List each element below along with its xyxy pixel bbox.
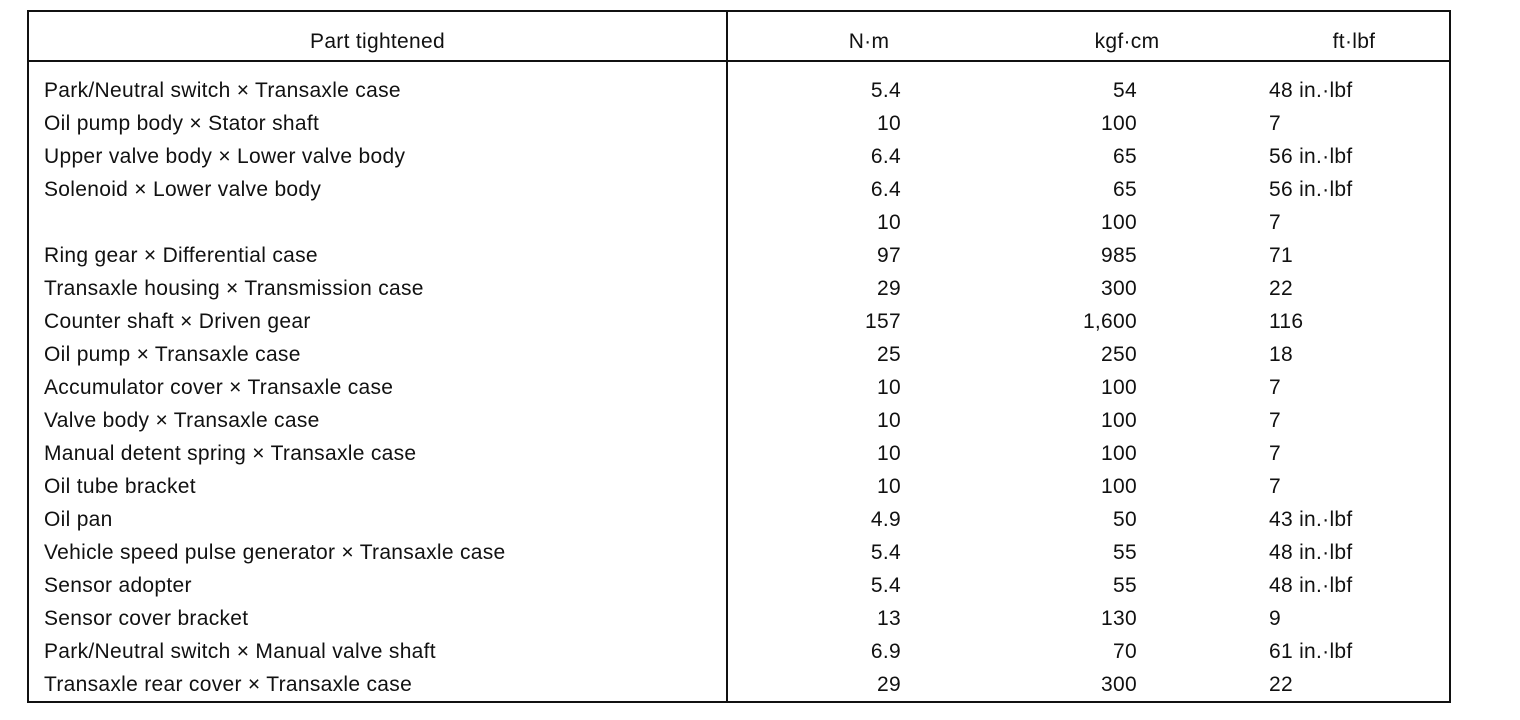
kgfcm-cell: 100	[1101, 409, 1137, 432]
ftlbf-cell: 18	[1269, 343, 1293, 366]
table-row	[29, 404, 1449, 437]
kgfcm-cell: 55	[1113, 541, 1137, 564]
part-cell: Park/Neutral switch × Manual valve shaft	[44, 640, 436, 663]
table-row	[29, 206, 1449, 239]
kgfcm-cell: 50	[1113, 508, 1137, 531]
table-row	[29, 503, 1449, 536]
table-row	[29, 107, 1449, 140]
kgfcm-cell: 985	[1101, 244, 1137, 267]
table-row	[29, 635, 1449, 668]
table-row	[29, 602, 1449, 635]
part-cell: Accumulator cover × Transaxle case	[44, 376, 394, 399]
ftlbf-cell: 7	[1269, 409, 1281, 432]
nm-cell: 5.4	[870, 541, 901, 564]
nm-cell: 10	[877, 442, 901, 465]
table-row	[29, 371, 1449, 404]
nm-cell: 13	[877, 607, 901, 630]
table-row	[29, 305, 1449, 338]
kgfcm-cell: 100	[1101, 442, 1137, 465]
ftlbf-cell: 48 in.·lbf	[1269, 541, 1353, 564]
ftlbf-cell: 7	[1269, 376, 1281, 399]
ftlbf-cell: 7	[1269, 475, 1281, 498]
header-part-tightened: Part tightened	[310, 30, 445, 53]
ftlbf-cell: 7	[1269, 112, 1281, 135]
part-cell: Oil tube bracket	[44, 475, 196, 498]
table-row	[29, 470, 1449, 503]
table-body	[29, 74, 1449, 701]
part-cell: Solenoid × Lower valve body	[44, 178, 322, 201]
part-cell: Transaxle housing × Transmission case	[44, 277, 424, 300]
ftlbf-cell: 71	[1269, 244, 1293, 267]
nm-cell: 5.4	[870, 79, 901, 102]
kgfcm-cell: 1,600	[1082, 310, 1137, 333]
kgfcm-cell: 130	[1101, 607, 1137, 630]
ftlbf-cell: 48 in.·lbf	[1269, 574, 1353, 597]
ftlbf-cell: 61 in.·lbf	[1269, 640, 1353, 663]
ftlbf-cell: 9	[1269, 607, 1281, 630]
part-cell: Park/Neutral switch × Transaxle case	[44, 79, 401, 102]
ftlbf-cell: 43 in.·lbf	[1269, 508, 1353, 531]
kgfcm-cell: 300	[1101, 673, 1137, 696]
part-cell: Ring gear × Differential case	[44, 244, 318, 267]
part-cell: Vehicle speed pulse generator × Transaxle case	[44, 541, 506, 564]
ftlbf-cell: 116	[1269, 310, 1304, 333]
part-cell: Oil pump × Transaxle case	[44, 343, 301, 366]
part-cell: Valve body × Transaxle case	[44, 409, 320, 432]
kgfcm-cell: 300	[1101, 277, 1137, 300]
table-row	[29, 173, 1449, 206]
kgfcm-cell: 100	[1101, 112, 1137, 135]
kgfcm-cell: 65	[1113, 145, 1137, 168]
nm-cell: 10	[877, 211, 901, 234]
kgfcm-cell: 250	[1101, 343, 1137, 366]
nm-cell: 10	[877, 475, 901, 498]
nm-cell: 157	[865, 310, 901, 333]
header-nm: N·m	[848, 30, 890, 53]
part-cell: Oil pan	[44, 508, 113, 531]
nm-cell: 25	[877, 343, 901, 366]
nm-cell: 29	[877, 277, 901, 300]
table-row	[29, 668, 1449, 701]
kgfcm-cell: 100	[1101, 211, 1137, 234]
ftlbf-cell: 22	[1269, 673, 1293, 696]
ftlbf-cell: 7	[1269, 442, 1281, 465]
table-row	[29, 437, 1449, 470]
ftlbf-cell: 22	[1269, 277, 1293, 300]
part-cell: Sensor cover bracket	[44, 607, 249, 630]
nm-cell: 29	[877, 673, 901, 696]
kgfcm-cell: 54	[1113, 79, 1137, 102]
ftlbf-cell: 56 in.·lbf	[1269, 178, 1353, 201]
nm-cell: 5.4	[870, 574, 901, 597]
header-kgfcm: kgf·cm	[1094, 30, 1160, 53]
table-row	[29, 338, 1449, 371]
part-cell: Sensor adopter	[44, 574, 192, 597]
nm-cell: 10	[877, 409, 901, 432]
ftlbf-cell: 56 in.·lbf	[1269, 145, 1353, 168]
kgfcm-cell: 65	[1113, 178, 1137, 201]
table-row	[29, 239, 1449, 272]
kgfcm-cell: 100	[1101, 376, 1137, 399]
nm-cell: 4.9	[870, 508, 901, 531]
part-cell: Upper valve body × Lower valve body	[44, 145, 406, 168]
table-row	[29, 569, 1449, 602]
nm-cell: 10	[877, 112, 901, 135]
nm-cell: 10	[877, 376, 901, 399]
part-cell: Counter shaft × Driven gear	[44, 310, 311, 333]
kgfcm-cell: 55	[1113, 574, 1137, 597]
part-cell: Oil pump body × Stator shaft	[44, 112, 320, 135]
header-ftlbf: ft·lbf	[1332, 30, 1376, 53]
kgfcm-cell: 100	[1101, 475, 1137, 498]
part-cell: Manual detent spring × Transaxle case	[44, 442, 417, 465]
table-row	[29, 536, 1449, 569]
ftlbf-cell: 7	[1269, 211, 1281, 234]
part-cell: Transaxle rear cover × Transaxle case	[44, 673, 413, 696]
table-row	[29, 74, 1449, 107]
torque-specification-table	[27, 10, 1451, 703]
table-row	[29, 272, 1449, 305]
header-divider	[29, 60, 1449, 62]
table-row	[29, 140, 1449, 173]
nm-cell: 6.9	[870, 640, 901, 663]
nm-cell: 97	[877, 244, 901, 267]
kgfcm-cell: 70	[1113, 640, 1137, 663]
nm-cell: 6.4	[870, 178, 901, 201]
nm-cell: 6.4	[870, 145, 901, 168]
ftlbf-cell: 48 in.·lbf	[1269, 79, 1353, 102]
